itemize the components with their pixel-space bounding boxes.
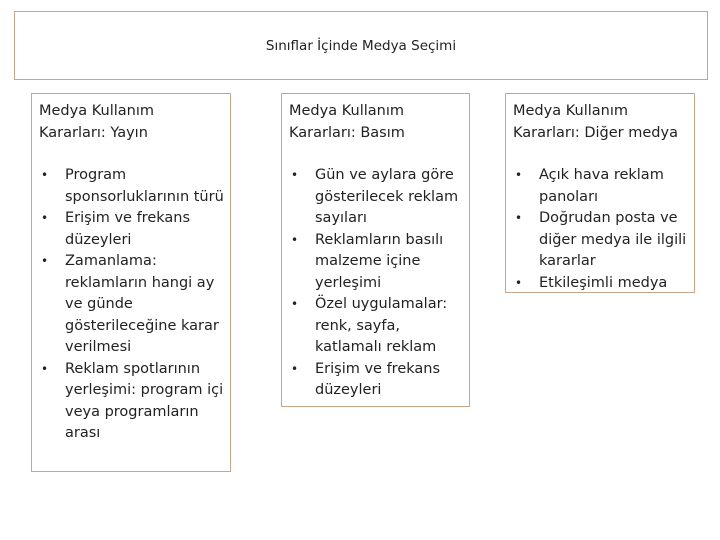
- column-header: Medya Kullanım Kararları: Diğer medya: [513, 103, 678, 141]
- list-item: [39, 251, 224, 359]
- list-item: [513, 273, 688, 295]
- column-header: Medya Kullanım Kararları: Basım: [289, 103, 405, 141]
- bullet-icon: •: [291, 168, 299, 182]
- list-item: [289, 294, 463, 359]
- bullet-icon: •: [41, 211, 49, 225]
- list-item-text: Reklam spotlarının yerleşimi: program içi veya programların arası: [65, 360, 224, 441]
- column-box-print: [281, 93, 470, 407]
- bullet-icon: •: [291, 361, 299, 376]
- bullet-icon: •: [291, 232, 299, 247]
- list-item: [39, 359, 224, 445]
- list-item-text: Erişim ve frekans düzeyleri: [65, 210, 191, 248]
- list-item: [39, 208, 224, 251]
- list-item-text: Etkileşimli medya: [539, 274, 668, 291]
- bullet-icon: •: [515, 211, 523, 225]
- bullet-icon: •: [515, 275, 523, 290]
- list-item: [39, 165, 224, 208]
- column-header: Medya Kullanım Kararları: Yayın: [39, 103, 154, 141]
- bullet-icon: •: [515, 168, 523, 182]
- list-item: [513, 208, 688, 273]
- list-item-text: Açık hava reklam panoları: [539, 167, 664, 205]
- column-box-broadcast: [31, 93, 231, 472]
- list-item-text: Erişim ve frekans düzeyleri: [315, 360, 441, 398]
- bullet-list: [289, 165, 463, 402]
- bullet-list: [513, 165, 688, 294]
- list-item-text: Reklamların basılı malzeme içine yerleşimi: [315, 231, 444, 291]
- bullet-icon: •: [291, 297, 299, 311]
- bullet-icon: •: [41, 254, 49, 268]
- diagram-title: Sınıflar İçinde Medya Seçimi: [265, 37, 457, 54]
- bullet-icon: •: [41, 361, 49, 376]
- list-item: [513, 165, 688, 208]
- list-item: [289, 165, 463, 230]
- list-item: [289, 359, 463, 402]
- bullet-list: [39, 165, 224, 445]
- list-item-text: Zamanlama: reklamların hangi ay ve günde gösterileceğine karar verilmesi: [65, 253, 219, 355]
- list-item-text: Özel uygulamalar: renk, sayfa, katlamalı reklam: [315, 296, 448, 355]
- column-box-other-media: [505, 93, 695, 293]
- list-item-text: Program sponsorluklarının türü: [65, 167, 224, 205]
- list-item: [289, 230, 463, 295]
- list-item-text: Gün ve aylara göre gösterilecek reklam sayıları: [315, 167, 459, 226]
- list-item-text: Doğrudan posta ve diğer medya ile ilgili kararlar: [539, 210, 687, 269]
- bullet-icon: •: [41, 168, 49, 182]
- title-box: [14, 11, 708, 80]
